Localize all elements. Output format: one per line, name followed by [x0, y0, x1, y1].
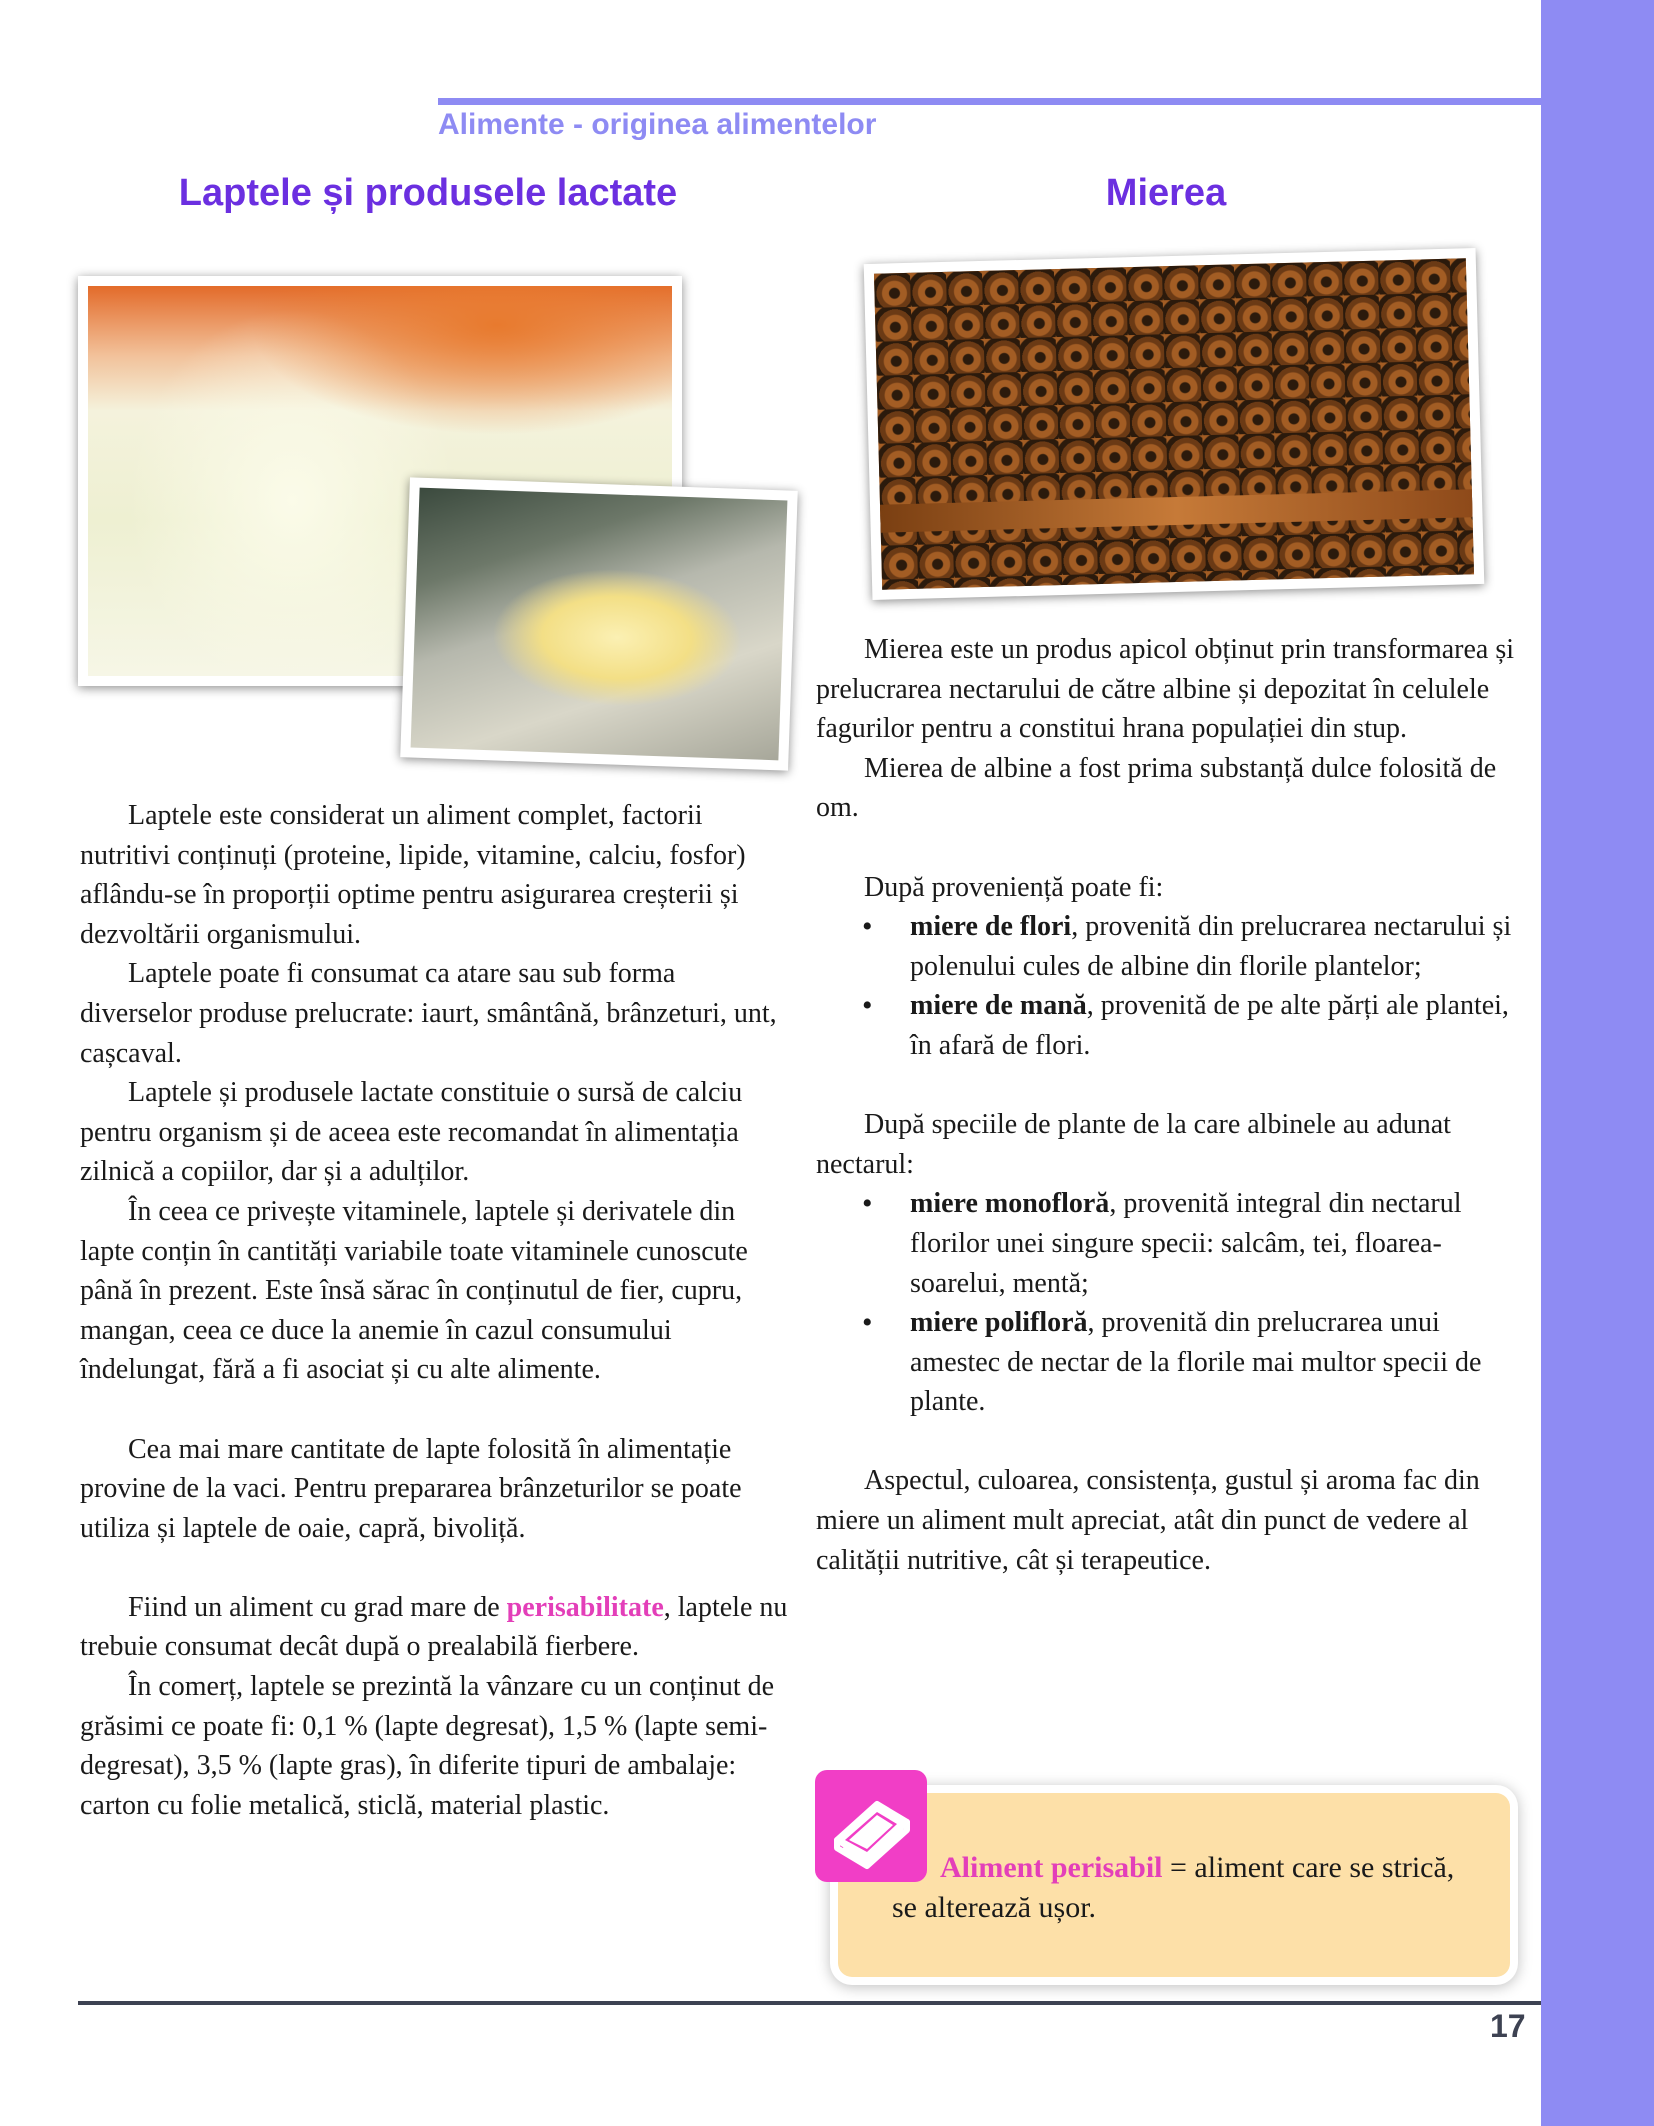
section-label: Alimente - originea alimentelor — [438, 108, 877, 141]
definition-body: = aliment care se strică, se alterează ușor. — [892, 1851, 1455, 1924]
definition-term: Aliment perisabil — [940, 1851, 1163, 1884]
side-color-band — [1541, 0, 1654, 2126]
milk-paragraph: Laptele și produsele lactate constituie o sursă de calciu pentru organism și de aceea este recomandat în alimentația zilnică a copiilor, dar și a adulților. — [80, 1077, 743, 1188]
honey-paragraph: Mierea este un produs apicol obținut prin transformarea și prelucrarea nectarului de către albine și depozitat în celulele fagurilor pentru a constitui hrana populației din stup. — [816, 634, 1515, 745]
honey-text — [816, 630, 1516, 1580]
butter-photo — [400, 477, 798, 770]
honey-closing-paragraph: Aspectul, culoarea, consistența, gustul și aroma fac din miere un aliment mult apreciat, atât din punct de vedere al calității nutritive, cât și terapeutice. — [816, 1465, 1480, 1576]
species-heading: După speciile de plante de la care albinele au adunat nectarul: — [816, 1109, 1451, 1180]
honeycomb-bees-photo — [864, 248, 1485, 600]
perishability-term: perisabilitate — [506, 1591, 664, 1623]
milk-paragraph: Cea mai mare cantitate de lapte folosită în alimentație provine de la vaci. Pentru prepararea brânzeturilor se poate utiliza și laptele de oaie, capră, bivoliță. — [80, 1433, 742, 1544]
origin-heading: După proveniență poate fi: — [864, 871, 1164, 903]
perishability-paragraph: Fiind un aliment cu grad mare de perisabilitate, laptele nu trebuie consumat decât după o prealabilă fierbere. — [80, 1591, 788, 1663]
origin-list — [816, 907, 1516, 1065]
species-list — [816, 1184, 1516, 1422]
list-item: • miere de flori, provenită din prelucrarea nectarului și polenului cules de albine din florile plantelor; — [816, 907, 1516, 986]
header-rule — [438, 98, 1541, 105]
honey-paragraph: Mierea de albine a fost prima substanță dulce folosită de om. — [816, 752, 1497, 824]
milk-section-title: Laptele și produsele lactate — [178, 172, 678, 214]
list-item: • miere polifloră, provenită din prelucrarea unui amestec de nectar de la florile mai multor specii de plante. — [816, 1303, 1516, 1422]
milk-paragraph: Laptele este considerat un aliment complet, factorii nutritivi conținuți (proteine, lipide, vitamine, calciu, fosfor) aflându-se în proporții optime pentru asigurarea creșterii și dezvoltării organismului. — [80, 800, 746, 950]
milk-paragraph: În ceea ce privește vitaminele, laptele și derivatele din lapte conțin în cantități variabile toate vitaminele cunoscute până în prezent. Este însă sărac în conținutul de fier, cupru, mangan, ceea ce duce la anemie în cazul consumului îndelungat, fără a fi asociat și cu alte alimente. — [80, 1195, 748, 1386]
milk-text — [80, 796, 790, 1825]
list-item: • miere de mană, provenită de pe alte părți ale plantei, în afară de flori. — [816, 986, 1516, 1065]
list-item: • miere monofloră, provenită integral din nectarul florilor unei singure specii: salcâm, tei, floarea-soarelui, mentă; — [816, 1184, 1516, 1303]
footer-rule — [78, 2001, 1541, 2005]
honey-section-title: Mierea — [1105, 172, 1227, 214]
commerce-paragraph: În comerț, laptele se prezintă la vânzare cu un conținut de grăsimi ce poate fi: 0,1 % (lapte degresat), 1,5 % (lapte semi-degresat), 3,5 % (lapte gras), în diferite tipuri de ambalaje: carton cu folie metalică, sticlă, material plastic. — [80, 1671, 775, 1821]
page-number: 17 — [1490, 2008, 1526, 2044]
definition-text — [892, 1848, 1482, 1927]
milk-paragraph: Laptele poate fi consumat ca atare sau sub forma diverselor produse prelucrate: iaurt, smântână, brânzeturi, unt, cașcaval. — [80, 958, 777, 1069]
